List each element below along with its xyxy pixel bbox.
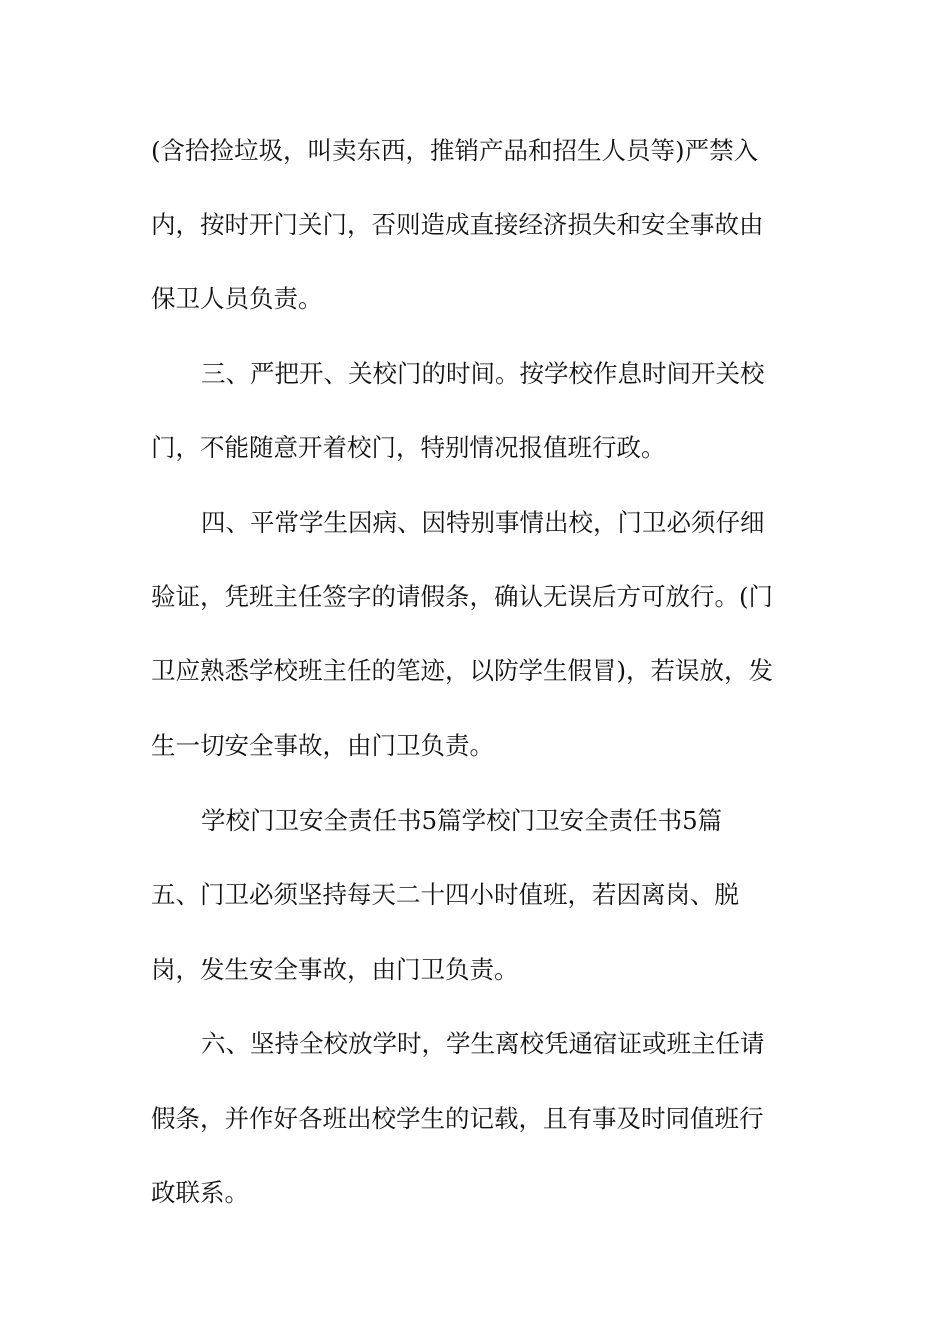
paragraph-first-line: 三、严把开、关校门的时间。按学校作息时间开关校 <box>201 359 765 388</box>
text-line: 政联系。 <box>151 1178 249 1207</box>
text-line: 保卫人员负责。 <box>151 284 323 313</box>
text-line: 生一切安全事故，由门卫负责。 <box>151 731 494 760</box>
paragraph-first-line: 学校门卫安全责任书5篇学校门卫安全责任书5篇 <box>201 806 723 835</box>
text-line: 门，不能随意开着校门，特别情况报值班行政。 <box>151 433 666 462</box>
text-line: (含拾捡垃圾，叫卖东西，推销产品和招生人员等)严禁入 <box>151 136 759 165</box>
text-line: 五、门卫必须坚持每天二十四小时值班，若因离岗、脱 <box>151 880 739 909</box>
text-line: 岗，发生安全事故，由门卫负责。 <box>151 955 519 984</box>
text-line: 内，按时开门关门，否则造成直接经济损失和安全事故由 <box>151 210 764 239</box>
text-line: 验证，凭班主任签字的请假条，确认无误后方可放行。(门 <box>151 582 774 611</box>
paragraph-first-line: 四、平常学生因病、因特别事情出校，门卫必须仔细 <box>201 508 765 537</box>
text-line: 假条，并作好各班出校学生的记载，且有事及时同值班行 <box>151 1104 764 1133</box>
paragraph-first-line: 六、坚持全校放学时，学生离校凭通宿证或班主任请 <box>201 1029 765 1058</box>
text-line: 卫应熟悉学校班主任的笔迹，以防学生假冒)，若误放，发 <box>151 656 774 685</box>
